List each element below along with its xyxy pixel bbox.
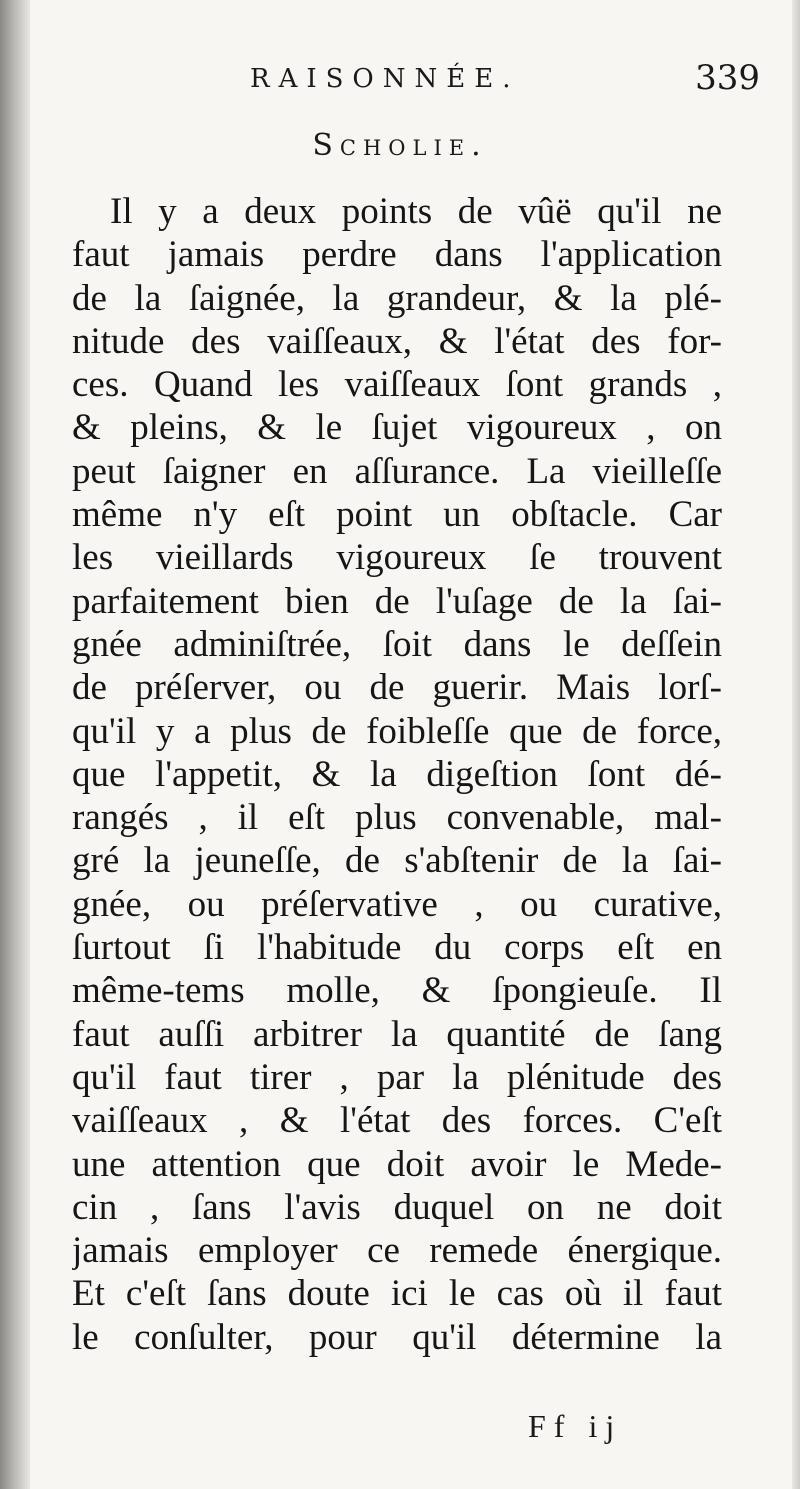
text-line: même-tems molle, & ſpongieuſe. Il	[72, 970, 722, 1012]
text-line: gnée adminiſtrée, ſoit dans le deſſein	[72, 623, 722, 665]
signature-mark: Ff ij	[528, 1408, 623, 1444]
text-line: que l'appetit, & la digeſtion ſont dé-	[72, 753, 722, 795]
text-line: faut jamais perdre dans l'application	[72, 234, 722, 276]
page-gutter-shadow	[0, 0, 30, 1489]
text-line: gnée, ou préſervative , ou curative,	[72, 883, 722, 925]
page-number: 339	[695, 58, 760, 98]
running-head: RAISONNÉE.	[250, 64, 520, 94]
text-line: jamais employer ce remede énergique.	[72, 1230, 722, 1272]
text-line: Et c'eſt ſans doute ici le cas où il faut	[72, 1273, 722, 1315]
body-text	[72, 190, 722, 1359]
text-line: rangés , il eſt plus convenable, mal-	[72, 797, 722, 839]
section-heading: Scholie.	[312, 128, 488, 163]
text-line: qu'il y a plus de foibleſſe que de force,	[72, 710, 722, 752]
text-line: gré la jeuneſſe, de s'abſtenir de la ſai-	[72, 840, 722, 882]
text-line: même n'y eſt point un obſtacle. Car	[72, 494, 722, 536]
text-line: faut auſſi arbitrer la quantité de ſang	[72, 1013, 722, 1055]
page-edge	[792, 0, 800, 1489]
text-line: de préſerver, ou de guerir. Mais lorſ-	[72, 667, 722, 709]
text-line: ces. Quand les vaiſſeaux ſont grands ,	[72, 364, 722, 406]
text-line: les vieillards vigoureux ſe trouvent	[72, 537, 722, 579]
text-line: une attention que doit avoir le Mede-	[72, 1143, 722, 1185]
page-header	[60, 58, 760, 118]
text-line: peut ſaigner en aſſurance. La vieilleſſe	[72, 450, 722, 492]
text-line: nitude des vaiſſeaux, & l'état des for-	[72, 320, 722, 362]
text-line: Il y a deux points de vûë qu'il ne	[110, 191, 722, 232]
text-line: ſurtout ſi l'habitude du corps eſt en	[72, 927, 722, 969]
text-line: & pleins, & le ſujet vigoureux , on	[72, 407, 722, 449]
text-line: qu'il faut tirer , par la plénitude des	[72, 1056, 722, 1098]
text-line: le conſulter, pour qu'il détermine la	[72, 1316, 722, 1358]
text-line: de la ſaignée, la grandeur, & la plé-	[72, 277, 722, 319]
text-line: cin , ſans l'avis duquel on ne doit	[72, 1186, 722, 1228]
text-line: vaiſſeaux , & l'état des forces. C'eſt	[72, 1100, 722, 1142]
text-line: parfaitement bien de l'uſage de la ſai-	[72, 580, 722, 622]
